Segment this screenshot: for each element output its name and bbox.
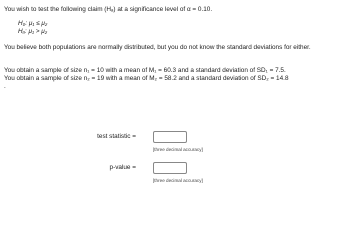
p-value-input[interactable] bbox=[153, 162, 187, 174]
sample-2-text: You obtain a sample of size n₂ = 19 with a mean of M₂ = 58.2 and a standard deviation of SD₂ = 14.8 bbox=[4, 75, 289, 82]
test-statistic-input[interactable] bbox=[153, 131, 187, 143]
sample-1-text: You obtain a sample of size n₁ = 10 with a mean of M₁ = 60.3 and a standard deviation of SD₁ = 7.5. bbox=[4, 67, 286, 74]
assumption-text: You believe both populations are normally distributed, but you do not know the standard deviations for either. bbox=[4, 44, 311, 51]
alternative-hypothesis: Hₐ: μ₁ > μ₂ bbox=[18, 28, 48, 35]
p-value-accuracy-note: [three decimal accuracy] bbox=[153, 178, 203, 183]
claim-intro-text: You wish to test the following claim (Hₐ) at a significance level of α = 0.10. bbox=[4, 6, 213, 13]
null-hypothesis: H₀: μ₁ ≤ μ₂ bbox=[18, 20, 48, 27]
test-statistic-label: test statistic = bbox=[97, 133, 136, 140]
stray-dot: . bbox=[4, 83, 6, 90]
test-statistic-accuracy-note: [three decimal accuracy] bbox=[153, 147, 203, 152]
p-value-label: p-value = bbox=[109, 164, 136, 171]
